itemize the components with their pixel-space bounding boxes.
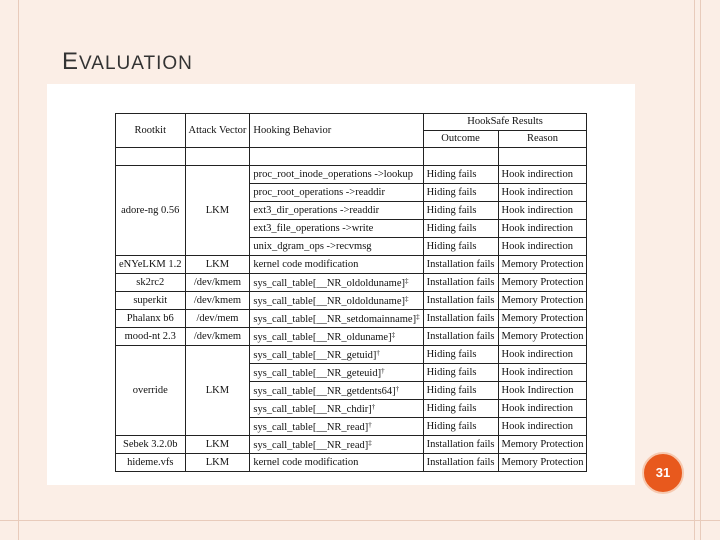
outcome-cell: Hiding fails [423, 238, 498, 256]
table-body [116, 148, 587, 472]
table-row [116, 436, 587, 454]
hook-text: sys_call_table[__NR_getdents64] [253, 386, 396, 397]
hooking-behavior-cell [250, 238, 423, 256]
hooking-behavior-cell [250, 184, 423, 202]
hooking-behavior-cell [250, 436, 423, 454]
outcome-cell: Installation fails [423, 310, 498, 328]
outcome-cell: Hiding fails [423, 166, 498, 184]
header-hooksafe-results: HookSafe Results [423, 114, 587, 131]
hooking-behavior-cell [250, 310, 423, 328]
outcome-cell: Hiding fails [423, 364, 498, 382]
hooking-behavior-cell [250, 400, 423, 418]
outcome-cell: Hiding fails [423, 202, 498, 220]
table-row [116, 292, 587, 310]
attack-vector-cell: LKM [185, 256, 250, 274]
slide-border-right [694, 0, 695, 540]
hooking-behavior-cell [250, 220, 423, 238]
rootkit-cell: Sebek 3.2.0b [116, 436, 186, 454]
attack-vector-cell: LKM [185, 436, 250, 454]
outcome-cell: Hiding fails [423, 184, 498, 202]
hook-text: ext3_dir_operations ->readdir [253, 204, 380, 216]
outcome-cell: Hiding fails [423, 220, 498, 238]
slide-border-bottom [0, 520, 720, 521]
footnote-mark: ‡ [391, 331, 396, 339]
rootkit-cell: Phalanx b6 [116, 310, 186, 328]
gap-cell [423, 148, 498, 166]
hook-text: sys_call_table[__NR_setdomainname] [253, 314, 417, 325]
reason-cell: Hook indirection [498, 400, 587, 418]
outcome-cell: Installation fails [423, 292, 498, 310]
footnote-mark: † [376, 349, 380, 357]
reason-cell: Hook indirection [498, 364, 587, 382]
hooking-behavior-cell [250, 256, 423, 274]
rootkit-cell: superkit [116, 292, 186, 310]
hook-text: kernel code modification [253, 456, 359, 468]
slide-border-left [18, 0, 19, 540]
hook-text: sys_call_table[__NR_oldolduname] [253, 278, 405, 289]
header-reason: Reason [498, 131, 587, 148]
rootkit-cell: adore-ng 0.56 [116, 166, 186, 256]
hook-text: sys_call_table[__NR_geteuid] [253, 368, 382, 379]
hooking-behavior-cell [250, 346, 423, 364]
hooking-behavior-cell [250, 328, 423, 346]
footnote-mark: ‡ [416, 313, 420, 321]
header-rootkit: Rootkit [116, 114, 186, 148]
attack-vector-cell: /dev/mem [185, 310, 250, 328]
reason-cell: Hook Indirection [498, 382, 587, 400]
attack-vector-cell: LKM [185, 346, 250, 436]
reason-cell: Hook indirection [498, 220, 587, 238]
outcome-cell: Installation fails [423, 328, 498, 346]
hooking-behavior-cell [250, 274, 423, 292]
hook-text: ext3_file_operations ->write [253, 222, 374, 234]
outcome-cell: Hiding fails [423, 382, 498, 400]
hooking-behavior-cell [250, 292, 423, 310]
hook-text: sys_call_table[__NR_chdir] [253, 404, 372, 415]
slide-title [62, 48, 193, 76]
hooking-behavior-cell [250, 454, 423, 472]
header-row-1 [116, 114, 587, 131]
reason-cell: Memory Protection [498, 328, 587, 346]
reason-cell: Hook indirection [498, 418, 587, 436]
header-attack-vector: Attack Vector [185, 114, 250, 148]
footnote-mark: ‡ [368, 439, 372, 447]
page-number-badge: 31 [642, 452, 684, 494]
reason-cell: Hook indirection [498, 184, 587, 202]
outcome-cell: Hiding fails [423, 418, 498, 436]
hook-text: sys_call_table[__NR_getuid] [253, 350, 377, 361]
attack-vector-cell: /dev/kmem [185, 292, 250, 310]
table-row [116, 310, 587, 328]
footnote-mark: † [368, 421, 372, 429]
reason-cell: Hook indirection [498, 238, 587, 256]
table-row [116, 346, 587, 364]
reason-cell: Hook indirection [498, 202, 587, 220]
outcome-cell: Hiding fails [423, 346, 498, 364]
footnote-mark: † [381, 367, 385, 375]
attack-vector-cell: /dev/kmem [185, 328, 250, 346]
gap-cell [185, 148, 250, 166]
hooking-behavior-cell [250, 418, 423, 436]
hook-text: kernel code modification [253, 258, 359, 270]
attack-vector-cell: LKM [185, 454, 250, 472]
hooking-behavior-cell [250, 382, 423, 400]
slide-border-right-inner [700, 0, 701, 540]
hook-text: sys_call_table[__NR_oldolduname] [253, 296, 405, 307]
reason-cell: Memory Protection [498, 292, 587, 310]
gap-cell [498, 148, 587, 166]
outcome-cell: Hiding fails [423, 400, 498, 418]
gap-cell [116, 148, 186, 166]
hook-text: proc_root_operations ->readdir [253, 186, 385, 198]
table-row [116, 274, 587, 292]
reason-cell: Hook indirection [498, 346, 587, 364]
rootkit-cell: mood-nt 2.3 [116, 328, 186, 346]
reason-cell: Memory Protection [498, 274, 587, 292]
reason-cell: Hook indirection [498, 166, 587, 184]
hooking-behavior-cell [250, 202, 423, 220]
outcome-cell: Installation fails [423, 256, 498, 274]
attack-vector-cell: LKM [185, 166, 250, 256]
table-row [116, 454, 587, 472]
reason-cell: Memory Protection [498, 454, 587, 472]
header-hooking-behavior: Hooking Behavior [250, 114, 423, 148]
rootkit-cell: sk2rc2 [116, 274, 186, 292]
rootkit-cell: eNYeLKM 1.2 [116, 256, 186, 274]
hook-text: proc_root_inode_operations ->lookup [253, 168, 413, 180]
slide-title-initial: E [62, 48, 80, 75]
slide-title-rest: VALUATION [79, 53, 193, 74]
hook-text: sys_call_table[__NR_read] [253, 422, 369, 433]
reason-cell: Memory Protection [498, 436, 587, 454]
header-gap-row [116, 148, 587, 166]
table-row [116, 166, 587, 184]
hooking-behavior-cell [250, 364, 423, 382]
outcome-cell: Installation fails [423, 436, 498, 454]
hook-text: sys_call_table[__NR_read] [253, 440, 369, 451]
table-image-panel [47, 84, 635, 485]
footnote-mark: † [395, 385, 400, 393]
table-row [116, 328, 587, 346]
rootkit-cell: override [116, 346, 186, 436]
gap-cell [250, 148, 423, 166]
footnote-mark: ‡ [405, 295, 409, 303]
header-outcome: Outcome [423, 131, 498, 148]
reason-cell: Memory Protection [498, 310, 587, 328]
hooksafe-results-table [115, 113, 587, 472]
hook-text: sys_call_table[__NR_olduname] [253, 332, 392, 343]
hooking-behavior-cell [250, 166, 423, 184]
table-row [116, 256, 587, 274]
footnote-mark: ‡ [405, 277, 409, 285]
outcome-cell: Installation fails [423, 274, 498, 292]
rootkit-cell: hideme.vfs [116, 454, 186, 472]
footnote-mark: † [371, 403, 376, 411]
attack-vector-cell: /dev/kmem [185, 274, 250, 292]
hook-text: unix_dgram_ops ->recvmsg [253, 240, 372, 252]
reason-cell: Memory Protection [498, 256, 587, 274]
outcome-cell: Installation fails [423, 454, 498, 472]
